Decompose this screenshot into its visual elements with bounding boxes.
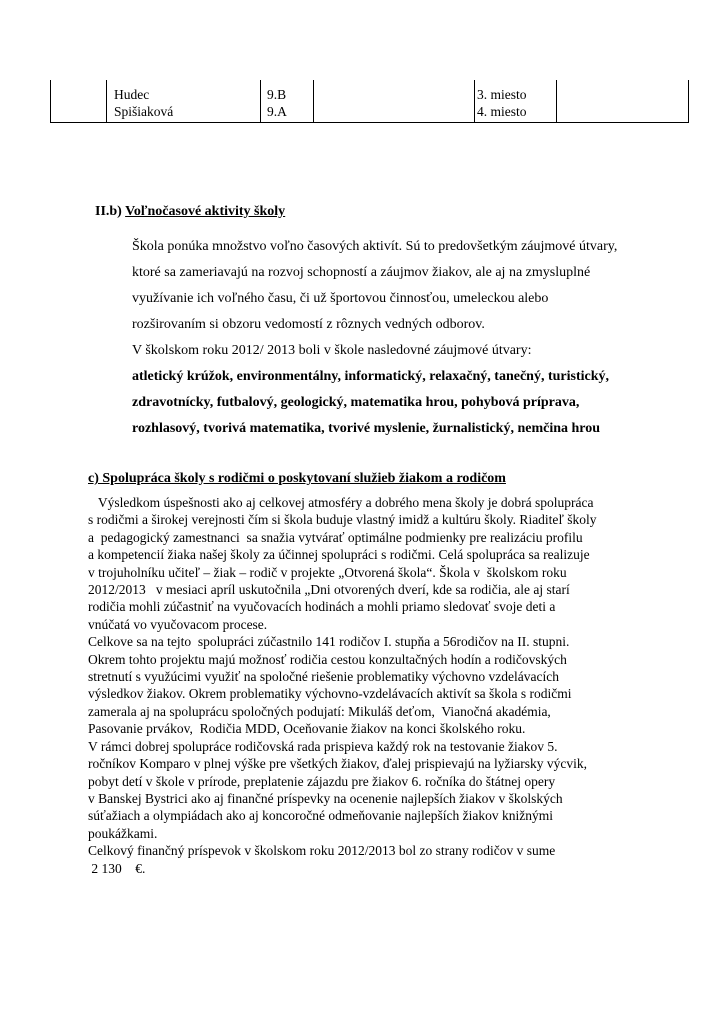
section-b-body (132, 234, 652, 442)
section-c-line: stretnutí s využúcimi využiť na spoločné riešenie problematiky výchovno vzdelávacích (88, 669, 560, 685)
section-c-line: súťažiach a olympiádach ako aj koncoročné odmeňovanie najlepších žiakov knižnými (88, 808, 553, 824)
section-c-line: Výsledkom úspešnosti ako aj celkovej atmosféry a dobrého mena školy je dobrá spolupráca (88, 495, 594, 510)
section-c-line: 2 130 €. (88, 860, 146, 876)
results-table (50, 80, 689, 123)
table-cell-name: Spišiaková (114, 104, 174, 119)
section-c-line: a pedagogický zamestnanci sa snažia vytvárať optimálne podmienky pre realizáciu profilu (88, 529, 583, 545)
activities-line: atletický krúžok, environmentálny, informatický, relaxačný, tanečný, turistický, (132, 369, 610, 384)
section-b-line: rozširovaním si obzoru vedomostí z rôznych vedných odborov. (132, 317, 485, 332)
section-c-line: v Banskej Bystrici ako aj finančné príspevky na ocenenie najlepších žiakov v školských (88, 790, 563, 806)
section-c-line: vnúčatá vo vyučovacom procese. (88, 616, 268, 632)
section-c-line: Okrem tohto projektu majú možnosť rodičia cestou konzultačných hodín a rodičovských (88, 651, 567, 667)
section-c-line: Celkový finančný príspevok v školskom roku 2012/2013 bol zo strany rodičov v sume (88, 843, 556, 859)
section-b-title: Voľnočasové aktivity školy (125, 204, 286, 219)
table-cell-name: Hudec (114, 87, 150, 102)
section-c-line: zamerala aj na spoluprácu spoločných podujatí: Mikuláš deťom, Vianočná akadémia, (88, 703, 551, 719)
section-c-body (88, 494, 636, 877)
table-cell-class: 9.A (267, 104, 287, 119)
activities-line: zdravotnícky, futbalový, geologický, matematika hrou, pohybová príprava, (132, 395, 580, 410)
section-c-line: ročníkov Komparo v plnej výške pre všetkých žiakov, ďalej prispievajú na lyžiarsky výcvik, (88, 756, 587, 772)
section-c-line: 2012/2013 v mesiaci apríl uskutočnila „Dni otvorených dverí, kde sa rodičia, ale aj starí (88, 582, 570, 598)
section-c-line: v trojuholníku učiteľ – žiak – rodič v projekte „Otvorená škola“. Škola v školskom roku (88, 564, 567, 580)
section-b-line: ktoré sa zameriavajú na rozvoj schopností a záujmov žiakov, ale aj na zmysluplné (132, 265, 591, 280)
section-c-line: a kompetencií žiaka našej školy za účinnej spolupráci s rodičmi. Celá spolupráca sa realizuje (88, 547, 590, 563)
section-c-line: V rámci dobrej spolupráce rodičovská rada prispieva každý rok na testovanie žiakov 5. (88, 738, 558, 754)
section-c-line: výsledkov žiakov. Okrem problematiky výchovno-vzdelávacích aktivít sa škola s rodičmi (88, 686, 572, 702)
section-c-paragraph (88, 738, 636, 842)
table-cell-place: 3. miesto (477, 87, 527, 102)
section-c-heading: c) Spolupráca školy s rodičmi o poskytovaní služieb žiakom a rodičom (88, 471, 506, 486)
section-c-line: Pasovanie prvákov, Rodičia MDD, Oceňovanie žiakov na konci školského roku. (88, 721, 526, 737)
table-cell-place: 4. miesto (477, 104, 527, 119)
table-cell-class: 9.B (267, 87, 287, 102)
activities-line: rozhlasový, tvorivá matematika, tvorivé myslenie, žurnalistický, nemčina hrou (132, 421, 601, 436)
section-c-line: pobyt detí v škole v prírode, preplatenie zájazdu pre žiakov 6. ročníka do štátnej opery (88, 773, 556, 789)
section-c-line: poukážkami. (88, 825, 158, 841)
section-c-paragraph (88, 842, 636, 877)
table-row (51, 86, 688, 103)
section-c-line: rodičia mohli zúčastniť na vyučovacích hodinách a mohli priamo sledovať svoje deti a (88, 599, 556, 615)
section-c-line: s rodičmi a širokej verejnosti čím si škola buduje vlastný imidž a kultúru školy. Riaditeľ školy (88, 512, 597, 528)
section-b-prefix: II.b) (95, 204, 122, 219)
section-b-line: využívanie ich voľného času, či už športovou činnosťou, umeleckou alebo (132, 291, 549, 306)
section-b-line: V školskom roku 2012/ 2013 boli v škole nasledovné záujmové útvary: (132, 343, 532, 358)
section-c-paragraph (88, 494, 636, 633)
table-row (51, 103, 688, 120)
section-c-line: Celkove sa na tejto spolupráci zúčastnilo 141 rodičov I. stupňa a 56rodičov na II. stupni. (88, 634, 570, 650)
section-c-paragraph (88, 633, 636, 737)
section-b-line: Škola ponúka množstvo voľno časových aktivít. Sú to predovšetkým záujmové útvary, (132, 239, 618, 254)
section-b-heading (95, 204, 285, 220)
